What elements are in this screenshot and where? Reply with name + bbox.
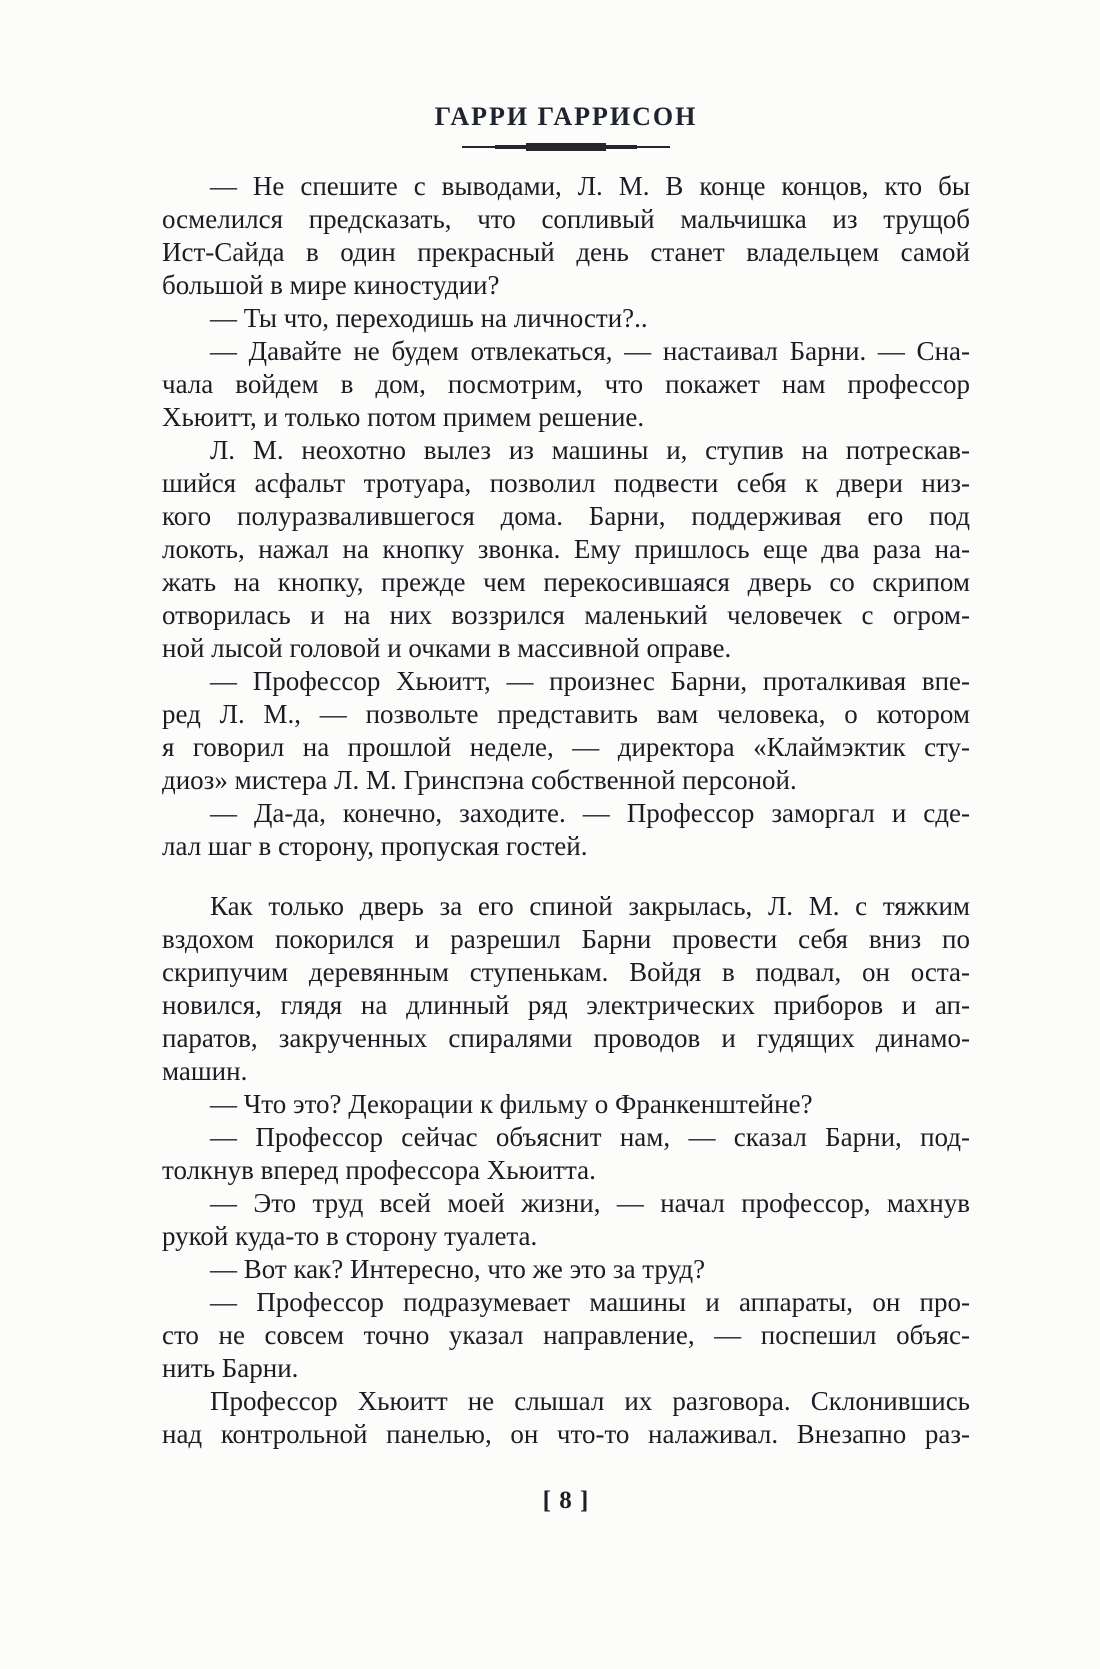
text-line: рукой куда-то в сторону туалета. bbox=[162, 1221, 538, 1251]
page-number: [ 8 ] bbox=[542, 1487, 590, 1514]
paragraph bbox=[162, 170, 970, 302]
text-line: кого полуразвалившегося дома. Барни, поддерживая его под bbox=[162, 501, 970, 531]
text-line: Как только дверь за его спиной закрылась, Л. М. с тяжким bbox=[210, 891, 970, 921]
text-line: лал шаг в сторону, пропуская гостей. bbox=[162, 831, 588, 861]
text-line: над контрольной панелью, он что-то налаживал. Внезапно раз- bbox=[162, 1419, 970, 1449]
text-line: чала войдем в дом, посмотрим, что покажет нам профессор bbox=[162, 369, 970, 399]
text-line: — Это труд всей моей жизни, — начал профессор, махнув bbox=[210, 1188, 970, 1218]
paragraph bbox=[162, 890, 970, 1088]
paragraph bbox=[162, 797, 970, 863]
paragraph bbox=[162, 335, 970, 434]
text-line: — Не спешите с выводами, Л. М. В конце концов, кто бы bbox=[210, 171, 970, 201]
text-line: паратов, закрученных спиралями проводов и гудящих динамо- bbox=[162, 1023, 970, 1053]
text-line: Л. М. неохотно вылез из машины и, ступив на потрескав- bbox=[210, 435, 970, 465]
text-line: — Профессор Хьюитт, — произнес Барни, проталкивая впе- bbox=[210, 666, 970, 696]
paragraph bbox=[162, 1121, 970, 1187]
text-line: жать на кнопку, прежде чем перекосившаяся дверь со скрипом bbox=[162, 567, 970, 597]
text-line: сто не совсем точно указал направление, — поспешил объяс- bbox=[162, 1320, 970, 1350]
text-line: — Профессор подразумевает машины и аппараты, он про- bbox=[210, 1287, 970, 1317]
paragraph bbox=[162, 1385, 970, 1451]
header-divider-ornament bbox=[162, 142, 970, 152]
text-line: Профессор Хьюитт не слышал их разговора. Склонившись bbox=[210, 1386, 970, 1416]
paragraph bbox=[162, 1253, 970, 1286]
text-line: шийся асфальт тротуара, позволил подвести себя к двери низ- bbox=[162, 468, 970, 498]
paragraph bbox=[162, 665, 970, 797]
text-line: — Давайте не будем отвлекаться, — настаивал Барни. — Сна- bbox=[210, 336, 970, 366]
text-line: локоть, нажал на кнопку звонка. Ему пришлось еще два раза на- bbox=[162, 534, 970, 564]
text-line: нить Барни. bbox=[162, 1353, 299, 1383]
text-line: — Ты что, переходишь на личности?.. bbox=[210, 303, 648, 333]
text-line: осмелился предсказать, что сопливый мальчишка из трущоб bbox=[162, 204, 970, 234]
paragraph bbox=[162, 1187, 970, 1253]
text-line: — Что это? Декорации к фильму о Франкенштейне? bbox=[210, 1089, 813, 1119]
text-line: толкнув вперед профессора Хьюитта. bbox=[162, 1155, 596, 1185]
text-line: машин. bbox=[162, 1056, 248, 1086]
text-line: — Да-да, конечно, заходите. — Профессор заморгал и сде- bbox=[210, 798, 970, 828]
text-line: отворилась и на них воззрился маленький человечек с огром- bbox=[162, 600, 970, 630]
text-line: Ист-Сайда в один прекрасный день станет владельцем самой bbox=[162, 237, 970, 267]
paragraph bbox=[162, 1088, 970, 1121]
text-line: диоз» мистера Л. М. Гринспэна собственной персоной. bbox=[162, 765, 797, 795]
running-header-author: ГАРРИ ГАРРИСОН bbox=[434, 102, 698, 131]
text-line: скрипучим деревянным ступенькам. Войдя в подвал, он оста- bbox=[162, 957, 970, 987]
text-line: Хьюитт, и только потом примем решение. bbox=[162, 402, 645, 432]
text-line: новился, глядя на длинный ряд электрических приборов и ап- bbox=[162, 990, 970, 1020]
text-line: ной лысой головой и очками в массивной оправе. bbox=[162, 633, 732, 663]
text-line: большой в мире киностудии? bbox=[162, 270, 500, 300]
page-body-text bbox=[162, 170, 970, 1451]
ornament-thick-rule bbox=[526, 143, 606, 151]
text-line: я говорил на прошлой неделе, — директора «Клаймэктик сту- bbox=[162, 732, 970, 762]
paragraph bbox=[162, 302, 970, 335]
paragraph bbox=[162, 434, 970, 665]
text-line: — Профессор сейчас объяснит нам, — сказал Барни, под- bbox=[210, 1122, 970, 1152]
text-line: — Вот как? Интересно, что же это за труд? bbox=[210, 1254, 706, 1284]
text-line: ред Л. М., — позвольте представить вам человека, о котором bbox=[162, 699, 970, 729]
text-line: вздохом покорился и разрешил Барни провести себя вниз по bbox=[162, 924, 970, 954]
paragraph bbox=[162, 1286, 970, 1385]
